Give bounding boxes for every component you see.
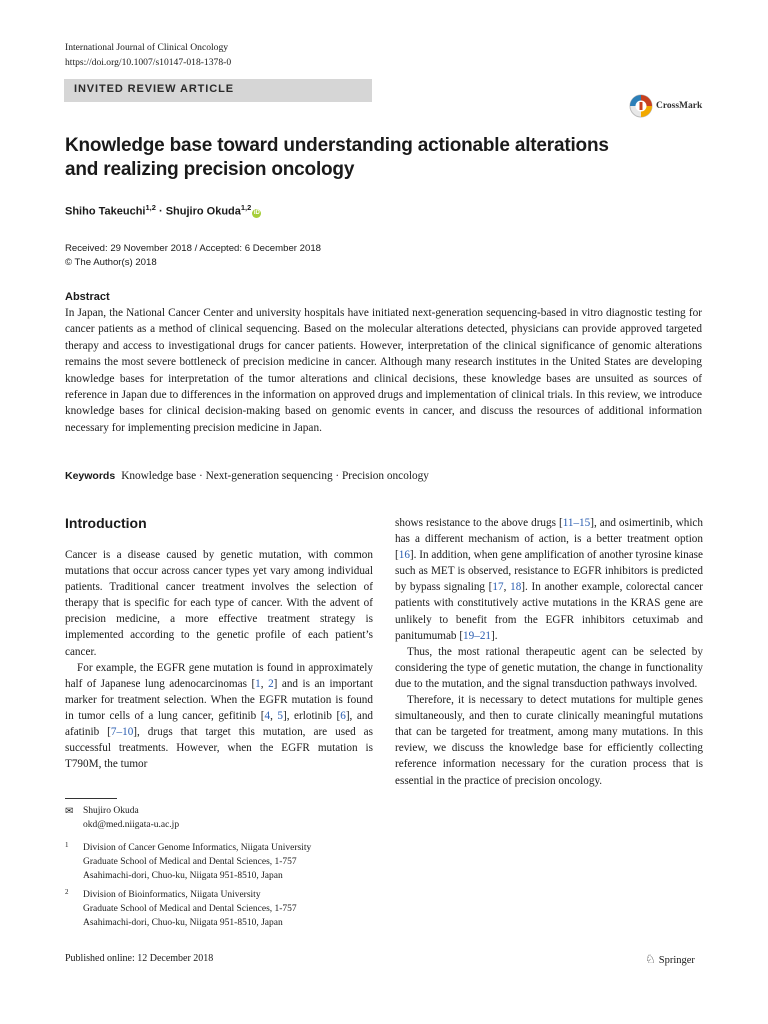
paragraph: Therefore, it is necessary to detect mutations for multiple genes simultaneously, and then to curate clinically meaningful mutations that can be targeted for treatment, among many mutations. In this review, we discuss the knowledge base for efficiently collecting reference information necessary for the curation process that is essential in the practice of precision oncology.: [395, 694, 703, 787]
paragraph: shows resistance to the above drugs [11–15], and osimertinib, which has a different mechanism of action, is a better treatment option [16]. In addition, when gene amplification of another tyrosine kinase such as MET is observed, resistance to EGFR inhibitors is predicted by bypass signaling [17, 18]. In another example, colorectal cancer patients with constitutively active mutations in the KRAS gene are unlikely to benefit from the EGFR inhibitors cetuximab and panitumumab [19–21].: [395, 517, 704, 642]
author-name[interactable]: Shiho Takeuchi: [65, 205, 146, 218]
affiliation-line: Division of Cancer Genome Informatics, Niigata University: [83, 843, 312, 853]
crossmark-badge[interactable]: [629, 92, 705, 122]
body-column-left: [65, 547, 373, 772]
journal-name: International Journal of Clinical Oncology: [65, 42, 229, 53]
citation-link[interactable]: 4: [264, 709, 271, 722]
orcid-icon[interactable]: iD: [253, 209, 260, 216]
affiliation-line: Graduate School of Medical and Dental Sciences, 1-757: [83, 904, 297, 914]
affiliation-line: Division of Bioinformatics, Niigata University: [83, 890, 261, 900]
affiliation-line: Asahimachi-dori, Chuo-ku, Niigata 951-8510, Japan: [83, 871, 283, 881]
crossmark-label: CrossMark: [656, 101, 703, 111]
citation-link[interactable]: 17: [492, 581, 504, 594]
article-type-bar: [64, 79, 372, 102]
title-line-1: Knowledge base toward understanding actionable alterations: [65, 135, 609, 156]
article-title: [65, 134, 665, 182]
citation-link[interactable]: 5: [277, 709, 283, 722]
springer-horse-icon: ♘: [645, 952, 656, 966]
author-name[interactable]: Shujiro Okuda: [165, 205, 241, 218]
affiliation-number: 2: [65, 888, 69, 896]
published-date: Published online: 12 December 2018: [65, 953, 214, 964]
affiliation-line: Asahimachi-dori, Chuo-ku, Niigata 951-8510, Japan: [83, 918, 283, 928]
received-accepted: Received: 29 November 2018 / Accepted: 6 December 2018: [65, 243, 321, 254]
keywords-text: Knowledge base · Next-generation sequencing · Precision oncology: [121, 470, 429, 482]
paragraph: For example, the EGFR gene mutation is found in approximately half of Japanese lung adenocarcinomas [1, 2] and is an important marker for treatment selection. When the EGFR mutation is found in tumor cells of a lung cancer, gefitinib [4, 5], erlotinib [6], and afatinib [7–10], drugs that target this mutation, are used as successful treatments. However, when the EGFR mutation is T790M, the tumor: [65, 661, 374, 771]
doi-link[interactable]: https://doi.org/10.1007/s10147-018-1378-0: [65, 57, 232, 68]
citation-link[interactable]: 6: [340, 709, 346, 722]
author-separator: ·: [155, 205, 166, 218]
copyright: © The Author(s) 2018: [65, 257, 157, 268]
affiliation-line: Graduate School of Medical and Dental Sciences, 1-757: [83, 857, 297, 867]
citation-link[interactable]: 1: [255, 677, 261, 690]
citation-link[interactable]: 16: [398, 549, 410, 562]
corresponding-email[interactable]: okd@med.niigata-u.ac.jp: [83, 820, 180, 830]
article-type: INVITED REVIEW ARTICLE: [74, 83, 234, 95]
body-column-right: [395, 515, 703, 789]
citation-link[interactable]: 11–15: [562, 517, 591, 529]
publisher-logo: [645, 952, 695, 967]
citation-link[interactable]: 7–10: [110, 726, 134, 739]
title-line-2: and realizing precision oncology: [65, 159, 355, 180]
article-dates: [65, 242, 321, 270]
paragraph: Cancer is a disease caused by genetic mutation, with common mutations that occur across cancer types yet vary among individual patients. Traditional cancer treatment involves the selection of therapy that is specific for each type of cancer. With the advent of precision medicine, a more effective treatment strategy is implemented according to the genetic profile of each patient’s cancer.: [65, 549, 373, 658]
section-heading-introduction: Introduction: [65, 515, 147, 531]
author-list: [65, 203, 261, 218]
citation-link[interactable]: 2: [268, 677, 274, 690]
citation-link[interactable]: 19–21: [463, 629, 492, 642]
affiliation-number: 1: [65, 841, 69, 849]
citation-link[interactable]: 18: [510, 581, 522, 594]
paragraph: Thus, the most rational therapeutic agent can be selected by considering the type of genetic mutation, the change in functionality due to the mutation, and the signal transduction pathways involved.: [395, 645, 703, 690]
mail-icon: ✉: [65, 806, 74, 817]
author-affiliation: 1,2: [145, 203, 156, 212]
author-affiliation: 1,2: [240, 203, 252, 212]
abstract-text: In Japan, the National Cancer Center and university hospitals have initiated next-generation sequencing-based in vitro diagnostic testing for cancer patients as a method of clinical sequencing. Based on the molecular alterations detected, physicians can provide approved targeted therapy and access to investigational drugs for cancer patients. However, interpretation of the clinical significance of genomic alterations remains the most severe bottleneck of precision medicine in cancer. Although many research institutes in the United States are developing knowledge bases for interpretation of the tumor alterations and clinical decisions, these knowledge bases are unsuited as sources of reference in Japan due to differences in the information on approved drugs and implementation of clinical trials. In this review, we introduce knowledge bases for clinical decision-making based on genomic events in cancer, and discuss the resources of additional information necessary for implementing precision medicine in Japan.: [65, 307, 702, 434]
journal-info: [65, 40, 231, 70]
corresponding-name: Shujiro Okuda: [83, 806, 139, 816]
keywords-label: Keywords: [65, 470, 116, 482]
crossmark-icon: [629, 92, 653, 122]
keywords: [65, 469, 705, 483]
publisher-name: Springer: [658, 955, 695, 966]
abstract-heading: Abstract: [65, 291, 110, 303]
footnote-divider: [65, 798, 117, 799]
